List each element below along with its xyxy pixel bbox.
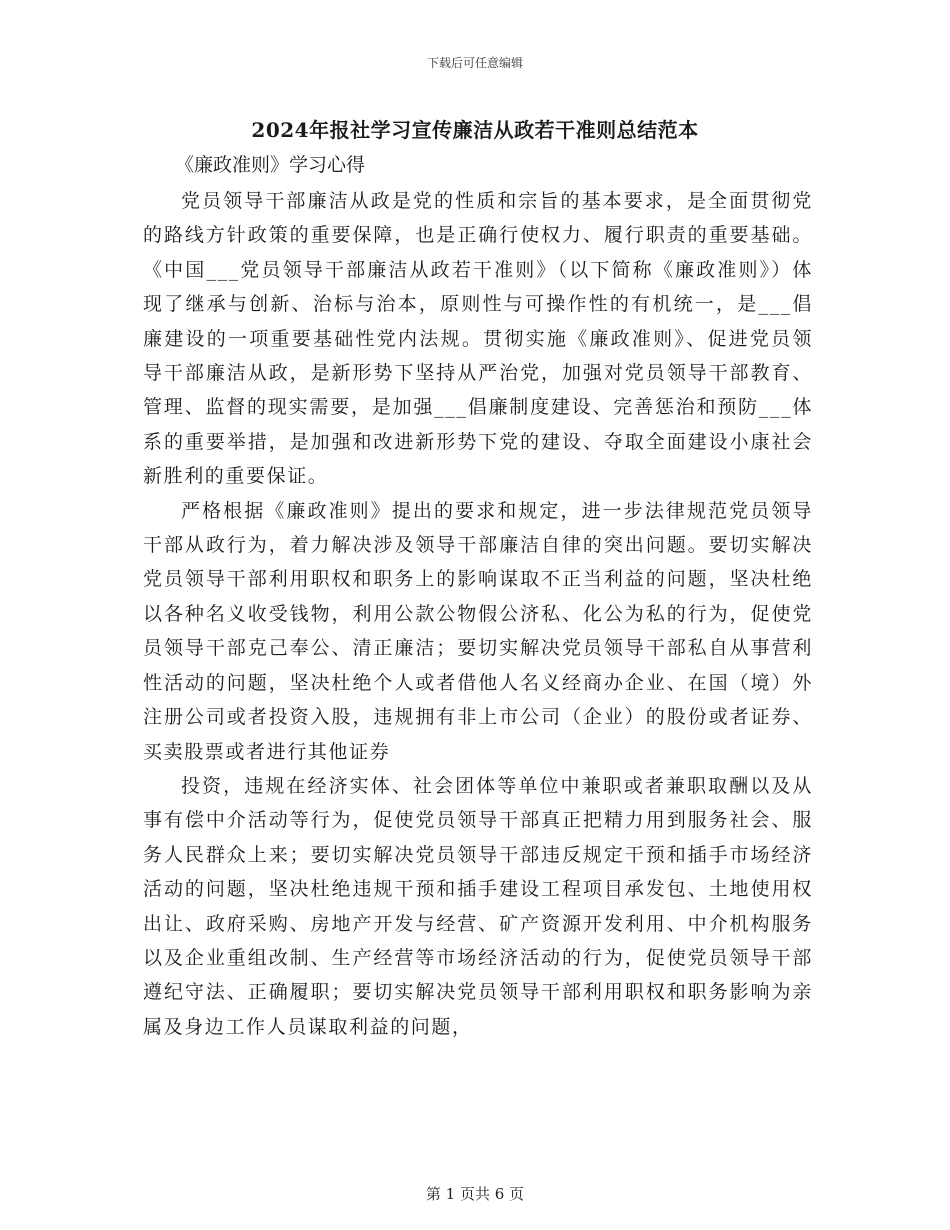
page-footer: 第 1 页共 6 页 bbox=[425, 1185, 525, 1203]
paragraph: 投资，违规在经济实体、社会团体等单位中兼职或者兼职取酬以及从事有偿中介活动等行为，促使党员领导干部真正把精力用到服务社会、服务人民群众上来；要切实解决党员领导干部违反规定干预和插手市场经济活动的问题，坚决杜绝违规干预和插手建设工程项目承发包、土地使用权出让、政府采购、房地产开发与经营、矿产资源开发利用、中介机构服务以及企业重组改制、生产经营等市场经济活动的行为，促使党员领导干部遵纪守法、正确履职；要切实解决党员领导干部利用职权和职务影响为亲属及身边工作人员谋取利益的问题， bbox=[143, 774, 813, 1038]
paragraph: 党员领导干部廉洁从政是党的性质和宗旨的基本要求，是全面贯彻党的路线方针政策的重要保障，也是正确行使权力、履行职责的重要基础。《中国___党员领导干部廉洁从政若干准则》（以下简称《廉政准则》）体现了继承与创新、治标与治本，原则性与可操作性的有机统一，是___倡廉建设的一项重要基础性党内法规。贯彻实施《廉政准则》、促进党员领导干部廉洁从政，是新形势下坚持从严治党，加强对党员领导干部教育、管理、监督的现实需要，是加强___倡廉制度建设、完善惩治和预防___体系的重要举措，是加强和改进新形势下党的建设、夺取全面建设小康社会新胜利的重要保证。 bbox=[143, 190, 813, 488]
document-title: 2024年报社学习宣传廉洁从政若干准则总结范本 bbox=[251, 118, 699, 142]
document-body bbox=[143, 184, 813, 1044]
paragraph: 严格根据《廉政准则》提出的要求和规定，进一步法律规范党员领导干部从政行为，着力解决涉及领导干部廉洁自律的突出问题。要切实解决党员领导干部利用职权和职务上的影响谋取不正当利益的问题，坚决杜绝以各种名义收受钱物，利用公款公物假公济私、化公为私的行为，促使党员领导干部克己奉公、清正廉洁；要切实解决党员领导干部私自从事营利性活动的问题，坚决杜绝个人或者借他人名义经商办企业、在国（境）外注册公司或者投资入股，违规拥有非上市公司（企业）的股份或者证券、买卖股票或者进行其他证券 bbox=[143, 499, 813, 763]
document-subheading: 《廉政准则》学习心得 bbox=[175, 154, 366, 176]
header-note: 下载后可任意编辑 bbox=[426, 56, 523, 70]
